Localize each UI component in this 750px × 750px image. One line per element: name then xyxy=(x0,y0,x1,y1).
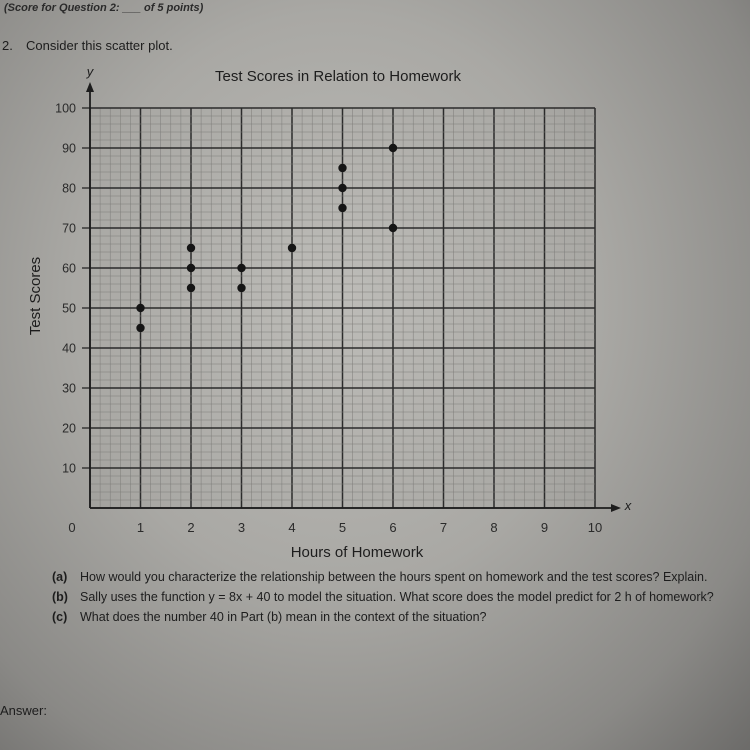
y-tick-label: 20 xyxy=(62,421,76,436)
y-tick-label: 10 xyxy=(62,461,76,476)
part-c xyxy=(52,610,742,625)
part-a-text: How would you characterize the relationship between the hours spent on homework and the test scores? Explain. xyxy=(80,570,708,584)
x-tick-label: 9 xyxy=(540,520,549,535)
question-number: 2. xyxy=(2,38,13,53)
tick-labels xyxy=(55,102,602,536)
x-tick-label: 6 xyxy=(389,520,397,535)
y-axis-letter: y xyxy=(86,64,94,79)
x-tick-label: 3 xyxy=(237,520,246,535)
part-b xyxy=(52,590,742,605)
data-point xyxy=(136,304,144,312)
x-tick-label: 0 xyxy=(68,520,76,535)
data-point xyxy=(187,284,195,292)
y-tick-label: 50 xyxy=(62,301,76,316)
part-b-text: Sally uses the function y = 8x + 40 to model the situation. What score does the model predict for 2 h of homework? xyxy=(80,590,714,604)
x-axis-arrow xyxy=(611,504,621,512)
axes xyxy=(86,82,621,512)
data-point xyxy=(187,264,195,272)
x-tick-label: 5 xyxy=(338,520,347,535)
y-axis-arrow xyxy=(86,82,94,92)
part-c-text: What does the number 40 in Part (b) mean in the context of the situation? xyxy=(80,610,487,624)
part-b-label: (b) xyxy=(52,590,68,604)
part-a xyxy=(52,570,742,585)
y-tick-label: 90 xyxy=(62,141,76,156)
x-tick-label: 8 xyxy=(490,520,498,535)
x-tick-label: 10 xyxy=(587,520,603,535)
data-point xyxy=(187,244,195,252)
y-tick-label: 30 xyxy=(62,381,76,396)
data-point xyxy=(288,244,296,252)
data-point xyxy=(338,184,346,192)
data-point xyxy=(136,324,144,332)
chart-title: Test Scores in Relation to Homework xyxy=(215,68,461,85)
question-parts xyxy=(52,570,742,630)
x-tick-label: 7 xyxy=(439,520,448,535)
answer-label: Answer: xyxy=(0,703,47,718)
score-line: (Score for Question 2: ___ of 5 points) xyxy=(4,2,204,14)
data-point xyxy=(237,264,245,272)
y-axis-label: Test Scores xyxy=(27,256,44,336)
x-axis-label: Hours of Homework xyxy=(290,544,424,560)
data-point xyxy=(338,164,346,172)
scatter-chart xyxy=(0,60,750,560)
y-tick-label: 80 xyxy=(62,181,76,196)
y-tick-label: 70 xyxy=(62,221,76,236)
question-prompt: Consider this scatter plot. xyxy=(26,38,173,53)
data-point xyxy=(389,144,397,152)
y-tick-label: 40 xyxy=(62,341,76,356)
y-tick-label: 100 xyxy=(55,101,76,116)
y-tick-label: 60 xyxy=(62,261,76,276)
x-tick-label: 4 xyxy=(288,520,296,535)
part-c-label: (c) xyxy=(52,610,68,624)
data-point xyxy=(389,224,397,232)
data-point xyxy=(338,204,346,212)
data-point xyxy=(237,284,245,292)
x-tick-label: 2 xyxy=(187,520,195,535)
part-a-label: (a) xyxy=(52,570,68,584)
x-tick-label: 1 xyxy=(136,520,145,535)
x-axis-letter: x xyxy=(624,498,632,513)
